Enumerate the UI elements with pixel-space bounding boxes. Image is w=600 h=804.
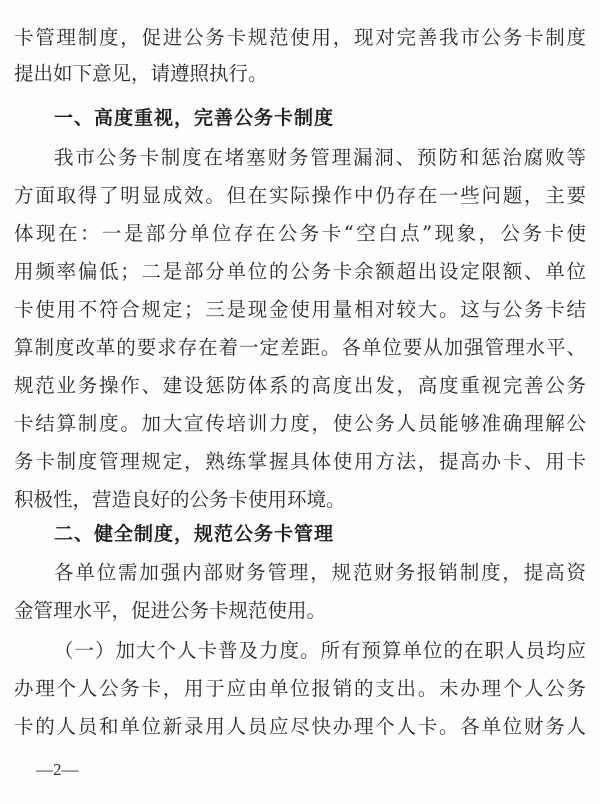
body-text-line: 卡的人员和单位新录用人员应尽快办理个人卡。各单位财务人 (14, 715, 586, 738)
body-text-line: 务卡制度管理规定，熟练掌握具体使用方法，提高办卡、用卡 (14, 450, 586, 473)
body-text-line: 提出如下意见，请遵照执行。 (14, 62, 268, 85)
body-text-line: （一）加大个人卡普及力度。所有预算单位的在职人员均应 (54, 639, 586, 662)
body-text-line: 卡管理制度，促进公务卡规范使用，现对完善我市公务卡制度 (14, 26, 586, 49)
body-text-line: 办理个人公务卡，用于应由单位报销的支出。未办理个人公务 (14, 677, 586, 700)
body-text-line: 积极性，营造良好的公务卡使用环境。 (14, 488, 346, 511)
body-text-line: 算制度改革的要求存在着一定差距。各单位要从加强管理水平、 (14, 336, 586, 359)
body-text-line: 金管理水平，促进公务卡规范使用。 (14, 599, 327, 622)
body-text-line: 规范业务操作、建设惩防体系的高度出发，高度重视完善公务 (14, 374, 586, 397)
section-heading-1: 一、高度重视，完善公务卡制度 (54, 107, 335, 129)
body-text-line: 方面取得了明显成效。但在实际操作中仍存在一些问题，主要 (14, 184, 586, 207)
page-number: —2— (36, 760, 79, 779)
body-text-line: 我市公务卡制度在堵塞财务管理漏洞、预防和惩治腐败等 (54, 146, 586, 169)
body-text-line: 卡使用不符合规定；三是现金使用量相对较大。这与公务卡结 (14, 298, 586, 321)
body-text-line: 用频率偏低；二是部分单位的公务卡余额超出设定限额、单位 (14, 260, 586, 283)
body-text-line: 体现在：一是部分单位存在公务卡“空白点”现象，公务卡使 (14, 222, 586, 245)
section-heading-2: 二、健全制度，规范公务卡管理 (54, 523, 335, 545)
body-text-line: 各单位需加强内部财务管理，规范财务报销制度，提高资 (54, 561, 586, 584)
body-text-line: 卡结算制度。加大宣传培训力度，使公务人员能够准确理解公 (14, 412, 586, 435)
